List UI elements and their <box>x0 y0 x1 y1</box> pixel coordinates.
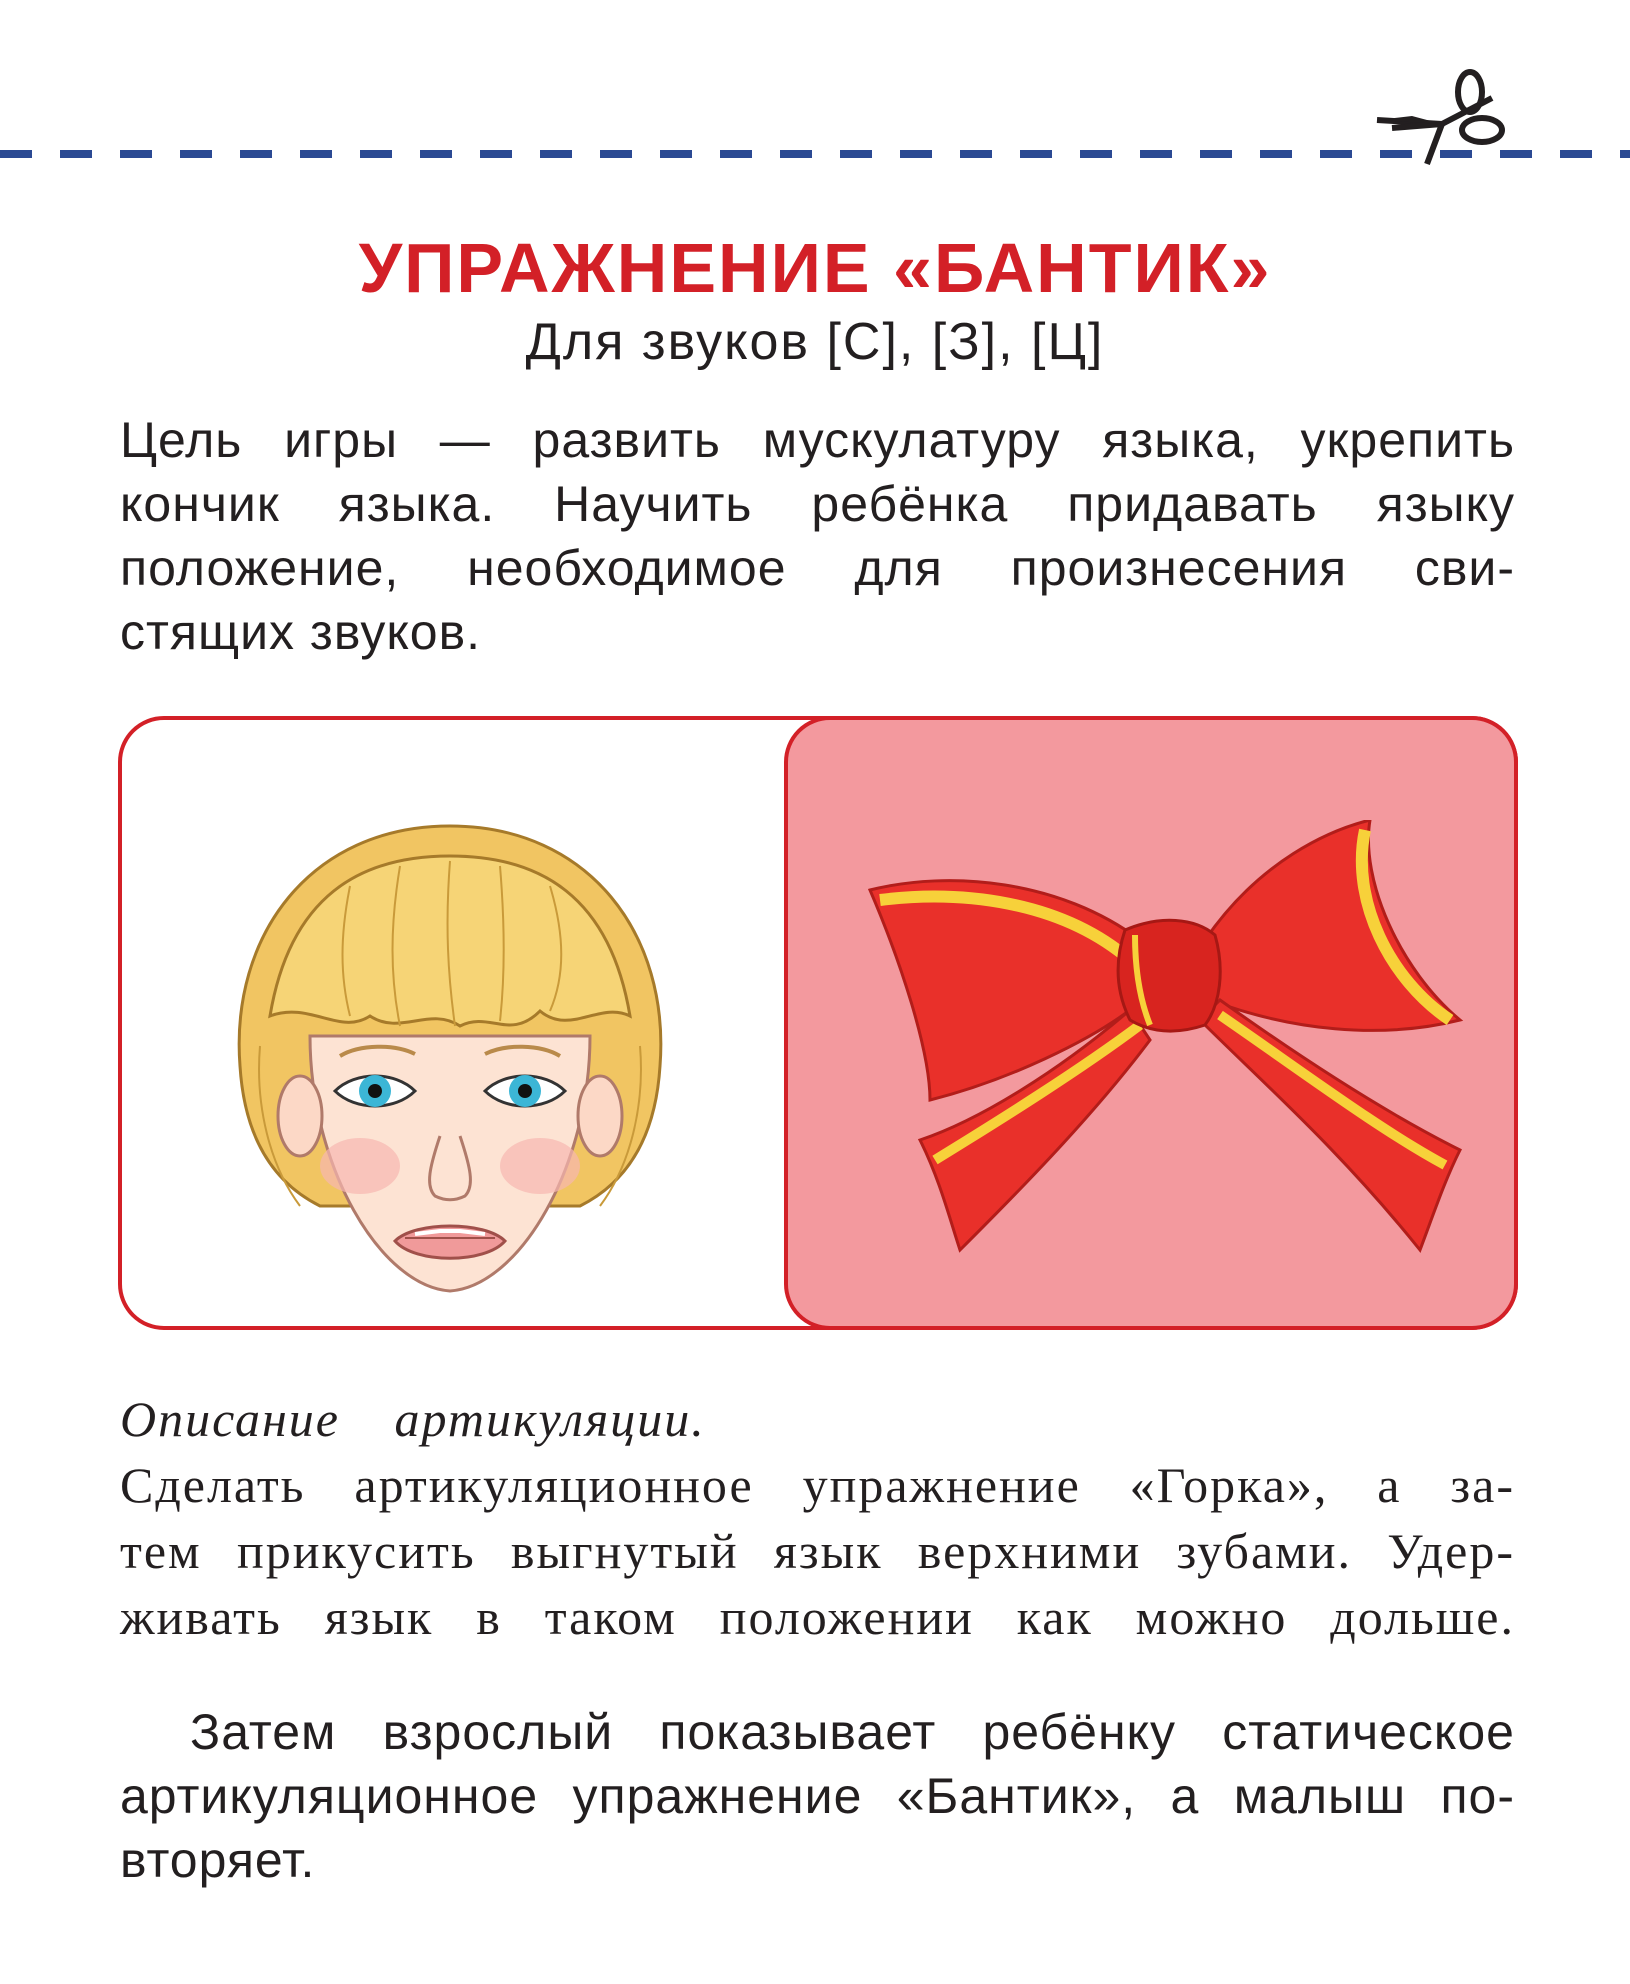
red-bow-icon <box>860 820 1480 1260</box>
goal-line: кончик языка. Научить ребёнка придавать языку <box>120 476 1515 532</box>
final-line: артикуляционное упражнение «Бантик», а малыш по- <box>120 1768 1515 1824</box>
description-paragraph <box>120 1452 1515 1650</box>
final-line: Затем взрослый показывает ребёнку статическое <box>190 1704 1515 1760</box>
description-line: тем прикусить выгнутый язык верхними зубами. Удер- <box>120 1523 1515 1579</box>
goal-line: стящих звуков. <box>120 604 482 660</box>
description-line: Сделать артикуляционное упражнение «Горка», а за- <box>120 1457 1515 1513</box>
child-face-icon <box>200 786 700 1306</box>
goal-line: положение, необходимое для произнесения сви- <box>120 540 1515 596</box>
final-paragraph <box>120 1700 1515 1892</box>
description-line: живать язык в таком положении как можно дольше. <box>120 1589 1515 1645</box>
description-heading: Описание артикуляции. <box>120 1391 706 1447</box>
final-line: вторяет. <box>120 1832 316 1888</box>
page-subtitle: Для звуков [С], [З], [Ц] <box>525 313 1105 371</box>
goal-line: Цель игры — развить мускулатуру языка, укрепить <box>120 412 1515 468</box>
page-title: УПРАЖНЕНИЕ «БАНТИК» <box>358 229 1272 307</box>
goal-paragraph <box>120 408 1515 664</box>
scissors-icon <box>1372 68 1512 168</box>
